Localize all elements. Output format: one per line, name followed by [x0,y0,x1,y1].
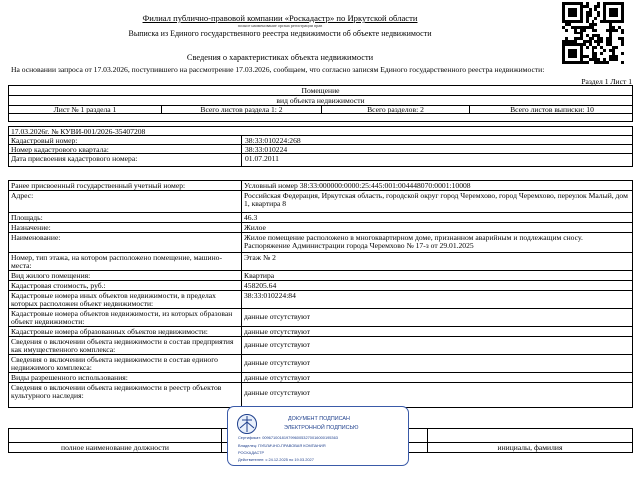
electronic-signature-stamp [227,406,409,466]
detail-label: Сведения о включении объекта недвижимости в состав предприятия как имущественного комплекса: [11,337,234,354]
detail-label: Номер, тип этажа, на котором расположено помещение, машино-места: [11,253,223,270]
summary-value: 38:33:010224 [245,145,288,154]
detail-label: Кадастровые номера иных объектов недвижимости, в пределах которых расположен объект недвижимости: [11,291,216,308]
detail-label: Ранее присвоенный государственный учетный номер: [11,181,186,190]
detail-value: данные отсутствуют [244,340,311,349]
request-number: 17.03.2026г. № КУВИ-001/2026-35407208 [11,127,146,136]
detail-value: Квартира [244,271,275,280]
detail-row [9,337,632,355]
detail-label: Площадь: [11,213,43,222]
sections-total: Всего разделов: 2 [367,105,424,114]
summary-label: Кадастровый номер: [11,136,78,145]
detail-value: данные отсутствуют [244,312,311,321]
stamp-owner-line2: РОСКАДАСТР [238,450,265,455]
detail-row [9,191,632,213]
detail-label: Кадастровая стоимость, руб.: [11,281,106,290]
detail-row [9,213,632,223]
detail-row [9,281,632,291]
detail-value: данные отсутствуют [244,327,311,336]
details-table [8,180,633,408]
section-title: Сведения о характеристиках объекта недвижимости [186,53,374,62]
sheets-total: Всего листов выписки: 10 [510,105,594,114]
detail-value: Жилое помещение расположено в многоквартирном доме, признанном аварийным и подлежащим сносу. Распоряжение Администрации города Черемхово № 17-з от 29.01.2025 [244,233,583,250]
summary-label: Номер кадастрового квартала: [11,145,109,154]
detail-value: данные отсутствуют [244,388,311,397]
detail-row [9,181,632,191]
summary-table [8,126,633,167]
summary-value: 01.07.2011 [245,154,279,163]
qr-code [562,2,624,64]
detail-value: Российская Федерация, Иркутская область, городской округ город Черемхово, город Черемхово, переулок Малый, дом 1, квартира 8 [244,191,628,208]
detail-row [9,383,632,407]
detail-label: Кадастровые номера образованных объектов недвижимости: [11,327,208,336]
stamp-owner: Владелец: ПУБЛИЧНО-ПРАВОВАЯ КОМПАНИЯ [238,443,326,448]
detail-label: Сведения о включении объекта недвижимости в состав единого недвижимого комплекса: [11,355,218,372]
stamp-subtitle: ЭЛЕКТРОННОЙ ПОДПИСЬЮ [284,425,359,431]
organization-name: Филиал публично-правовой компании «Роскадастр» по Иркутской области [142,13,418,23]
detail-value: Условный номер 38:33:000000:0000:25:445:001:004448070:0001:10008 [244,181,471,190]
emblem-icon [236,413,258,435]
detail-row [9,373,632,383]
detail-label: Вид жилого помещения: [11,271,91,280]
detail-value: Жилое [244,223,266,232]
stamp-title: ДОКУМЕНТ ПОДПИСАН [288,416,350,422]
detail-label: Назначение: [11,223,51,232]
detail-label: Адрес: [11,191,34,200]
stamp-certificate: Сертификат: 00967100181979960053270016000195363 [238,435,338,440]
detail-label: Наименование: [11,233,61,242]
detail-value: 38:33:010224:84 [244,291,296,300]
detail-value: 458205.64 [244,281,277,290]
detail-label: Сведения о включении объекта недвижимости в реестр объектов культурного наследия: [11,383,222,400]
organization-note: полное наименование органа регистрации прав [237,23,323,28]
detail-row [9,309,632,327]
detail-row [9,291,632,309]
extract-title: Выписка из Единого государственного реестра недвижимости об объекте недвижимости [128,29,432,38]
name-label: инициалы, фамилия [497,443,563,452]
object-kind-label: вид объекта недвижимости [276,96,365,105]
summary-value: 38:33:010224:268 [245,136,301,145]
detail-row [9,355,632,373]
detail-row [9,253,632,271]
position-label: полное наименование должности [61,443,169,452]
detail-value: 46.3 [244,213,258,222]
object-kind: Помещение [301,86,340,95]
detail-row [9,223,632,233]
detail-row [9,327,632,337]
detail-value: данные отсутствуют [244,358,311,367]
detail-row [9,271,632,281]
section-sheets-total: Всего листов раздела 1: 2 [200,105,283,114]
detail-row [9,233,632,253]
section-page-label: Раздел 1 Лист 1 [581,77,632,86]
detail-label: Кадастровые номера объектов недвижимости, из которых образован объект недвижимости: [11,309,233,326]
stamp-validity: Действителен: с 24.12.2025 по 19.03.2027 [238,457,314,462]
detail-value: Этаж № 2 [244,253,276,262]
summary-label: Дата присвоения кадастрового номера: [11,154,138,163]
object-header-table [8,85,633,122]
detail-value: данные отсутствуют [244,373,311,382]
intro-text: На основании запроса от 17.03.2026, поступившего на рассмотрение 17.03.2026, сообщаем, что согласно записям Единого государственного реестра недвижимости: [11,65,545,74]
detail-label: Виды разрешенного использования: [11,373,128,382]
sheet-number: Лист № 1 раздела 1 [53,105,117,114]
